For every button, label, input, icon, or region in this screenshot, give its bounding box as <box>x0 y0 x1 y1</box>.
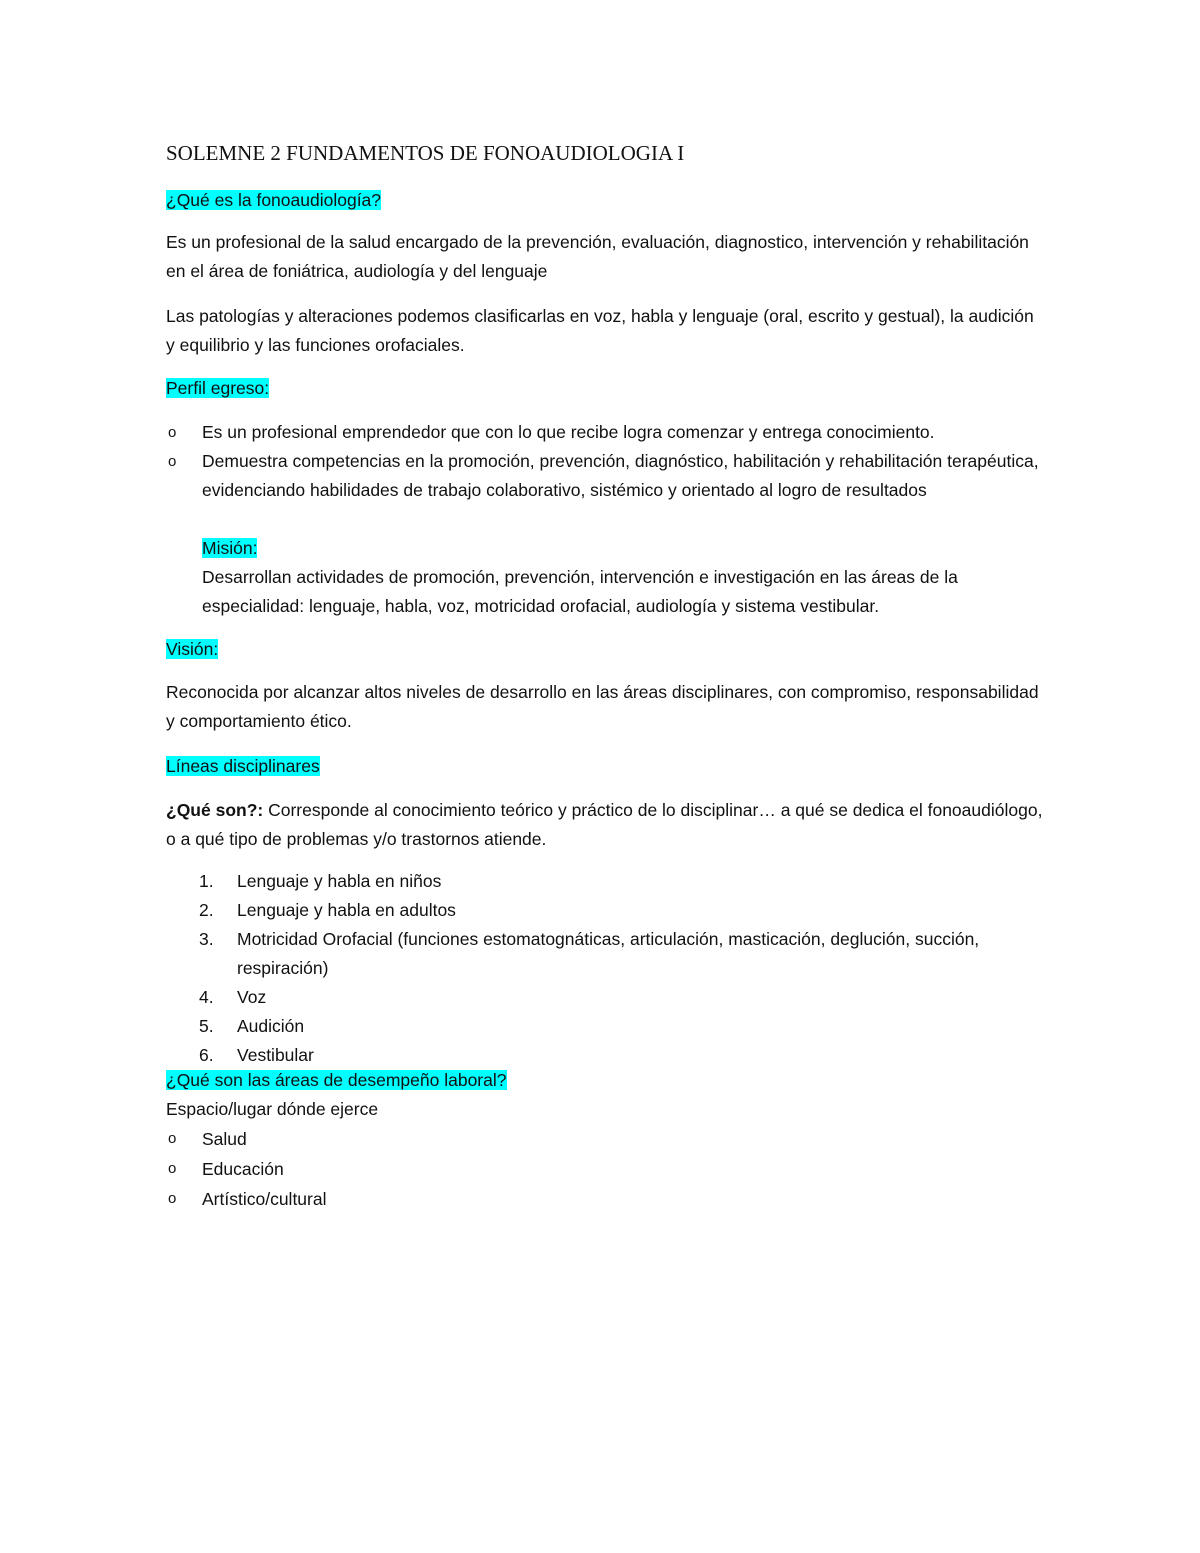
heading-text: ¿Qué es la fonoaudiología? <box>166 190 382 210</box>
bullet-circle-icon: o <box>168 453 177 470</box>
list-item <box>166 983 1046 1012</box>
list-number: 3. <box>199 929 214 949</box>
list-item-text: Audición <box>237 1016 305 1036</box>
heading-vision <box>166 635 1046 664</box>
heading-areas-desempeno <box>166 1066 1046 1095</box>
areas-list <box>166 1124 1046 1214</box>
list-item-text: Artístico/cultural <box>202 1189 327 1209</box>
paragraph-definicion: Es un profesional de la salud encargado de la prevención, evaluación, diagnostico, intervención y rehabilitación en el área de foniátrica, audiología y del lenguaje <box>166 232 1029 281</box>
bullet-circle-icon: o <box>168 1160 177 1177</box>
mision-block <box>166 534 1046 621</box>
heading-text: Visión: <box>166 639 219 659</box>
paragraph-patologias: Las patologías y alteraciones podemos clasificarlas en voz, habla y lenguaje (oral, escrito y gestual), la audición y equilibrio y las funciones orofaciales. <box>166 306 1034 355</box>
list-number: 2. <box>199 900 214 920</box>
list-item-text: Salud <box>202 1129 247 1149</box>
document-title: SOLEMNE 2 FUNDAMENTOS DE FONOAUDIOLOGIA I <box>166 141 685 165</box>
list-item <box>166 418 1046 447</box>
list-item-text: Demuestra competencias en la promoción, prevención, diagnóstico, habilitación y rehabilitación terapéutica, evidenciando habilidades de trabajo colaborativo, sistémico y orientado al logro de resultados <box>202 451 1039 500</box>
bullet-circle-icon: o <box>168 424 177 441</box>
list-item-text: Educación <box>202 1159 284 1179</box>
heading-text: Perfil egreso: <box>166 378 270 398</box>
list-number: 5. <box>199 1016 214 1036</box>
list-item-text: Lenguaje y habla en adultos <box>237 900 456 920</box>
heading-que-es-fonoaudiologia <box>166 186 1046 215</box>
list-item-text: Lenguaje y habla en niños <box>237 871 442 891</box>
list-item-text: Es un profesional emprendedor que con lo que recibe logra comenzar y entrega conocimiento. <box>202 422 935 442</box>
mision-heading <box>202 534 1046 563</box>
list-item <box>166 447 1046 505</box>
que-son-text: Corresponde al conocimiento teórico y práctico de lo disciplinar… a qué se dedica el fonoaudiólogo, o a qué tipo de problemas y/o trastornos atiende. <box>166 800 1043 849</box>
heading-perfil-egreso <box>166 374 1046 403</box>
perfil-egreso-list <box>166 418 1046 505</box>
paragraph-vision: Reconocida por alcanzar altos niveles de desarrollo en las áreas disciplinares, con compromiso, responsabilidad y comportamiento ético. <box>166 682 1039 731</box>
list-number: 4. <box>199 987 214 1007</box>
heading-lineas-disciplinares <box>166 752 1046 781</box>
lineas-list <box>166 867 1046 1070</box>
list-item <box>166 925 1046 983</box>
list-item <box>166 1184 1046 1214</box>
paragraph-que-son <box>166 796 1046 854</box>
list-item <box>166 867 1046 896</box>
list-item <box>166 1154 1046 1184</box>
mision-text: Desarrollan actividades de promoción, prevención, intervención e investigación en las áreas de la especialidad: lenguaje, habla, voz, motricidad orofacial, audiología y sistema vestibular. <box>202 567 958 616</box>
list-number: 6. <box>199 1045 214 1065</box>
heading-text: ¿Qué son las áreas de desempeño laboral? <box>166 1070 507 1090</box>
list-item <box>166 1012 1046 1041</box>
heading-text: Líneas disciplinares <box>166 756 320 776</box>
list-number: 1. <box>199 871 214 891</box>
heading-text: Misión: <box>202 538 258 558</box>
paragraph-espacio-lugar: Espacio/lugar dónde ejerce <box>166 1099 379 1119</box>
list-item <box>166 896 1046 925</box>
list-item-text: Vestibular <box>237 1045 314 1065</box>
list-item <box>166 1124 1046 1154</box>
bullet-circle-icon: o <box>168 1130 177 1147</box>
list-item-text: Motricidad Orofacial (funciones estomatognáticas, articulación, masticación, deglución, succión, respiración) <box>237 929 980 978</box>
bullet-circle-icon: o <box>168 1190 177 1207</box>
list-item-text: Voz <box>237 987 267 1007</box>
que-son-label: ¿Qué son?: <box>166 800 264 820</box>
